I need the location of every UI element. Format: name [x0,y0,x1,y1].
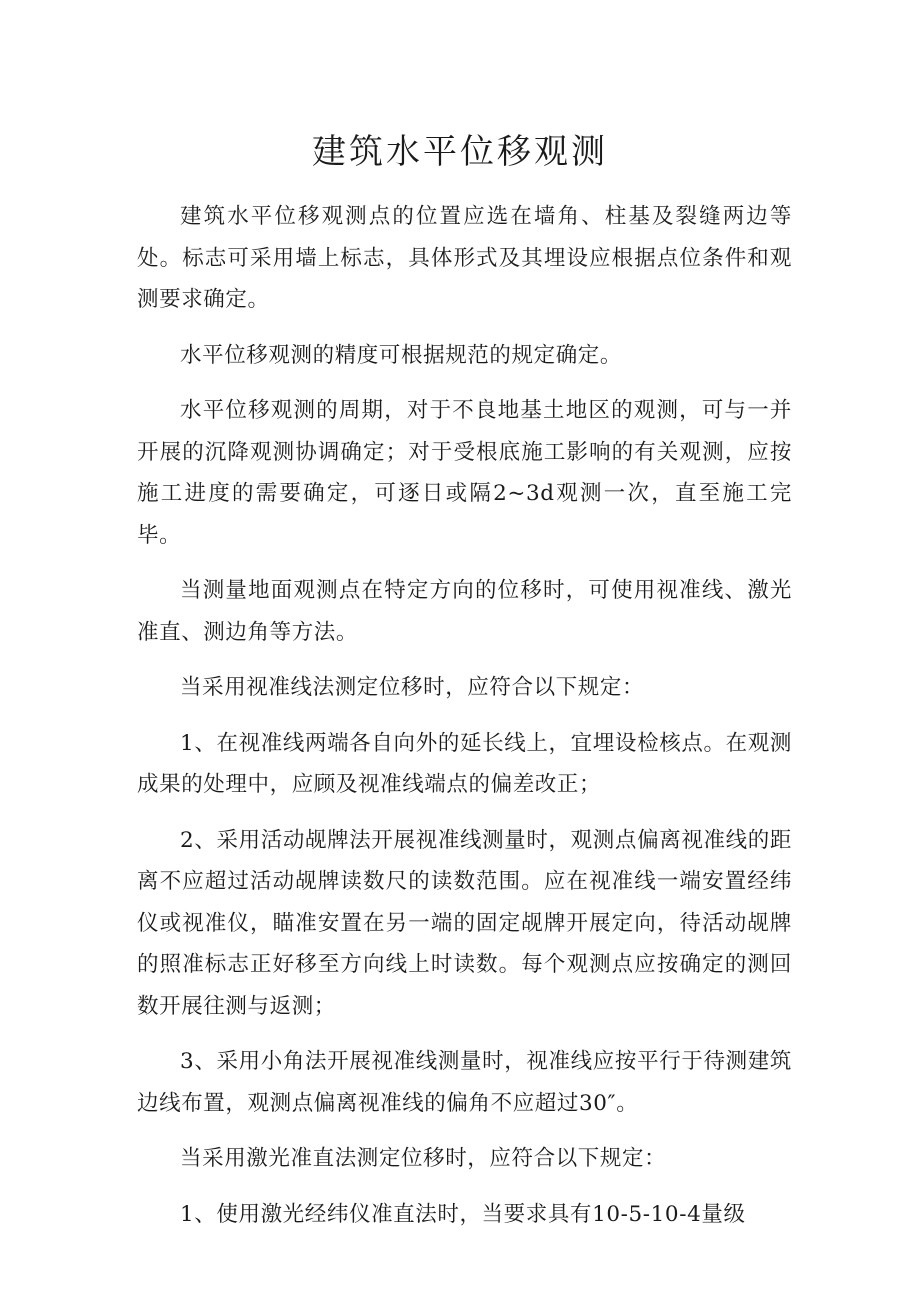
paragraph: 当采用激光准直法测定位移时，应符合以下规定： [180,1146,667,1171]
document-body [137,196,792,1249]
paragraph: 水平位移观测的周期，对于不良地基土地区的观测，可与一并开展的沉降观测协调确定；对于受根底施工影响的有关观测，应按施工进度的需要确定，可逐日或隔2~3d观测一次，直至施工完毕。 [137,398,792,548]
list-item: 3、采用小角法开展视准线测量时，视准线应按平行于待测建筑边线布置，观测点偏离视准线的偏角不应超过30″。 [137,1049,792,1116]
list-item: 2、采用活动觇牌法开展视准线测量时，观测点偏离视准线的距离不应超过活动觇牌读数尺的读数范围。应在视准线一端安置经纬仪或视准仪，瞄准安置在另一端的固定觇牌开展定向，待活动觇牌的照准标志正好移至方向线上时读数。每个观测点应按确定的测回数开展往测与返测； [137,827,792,1019]
paragraph: 当采用视准线法测定位移时，应符合以下规定： [180,675,645,700]
paragraph: 当测量地面观测点在特定方向的位移时，可使用视准线、激光准直、测边角等方法。 [137,578,792,645]
document-title: 建筑水平位移观测 [312,132,608,172]
list-item: 1、使用激光经纬仪准直法时，当要求具有10-5-10-4量级 [180,1201,746,1227]
paragraph: 水平位移观测的精度可根据规范的规定确定。 [180,342,623,368]
paragraph: 建筑水平位移观测点的位置应选在墙角、柱基及裂缝两边等处。标志可采用墙上标志，具体形式及其埋设应根据点位条件和观测要求确定。 [137,204,792,312]
list-item: 1、在视准线两端各自向外的延长线上，宜埋设检核点。在观测成果的处理中，应顾及视准线端点的偏差改正； [137,730,792,797]
